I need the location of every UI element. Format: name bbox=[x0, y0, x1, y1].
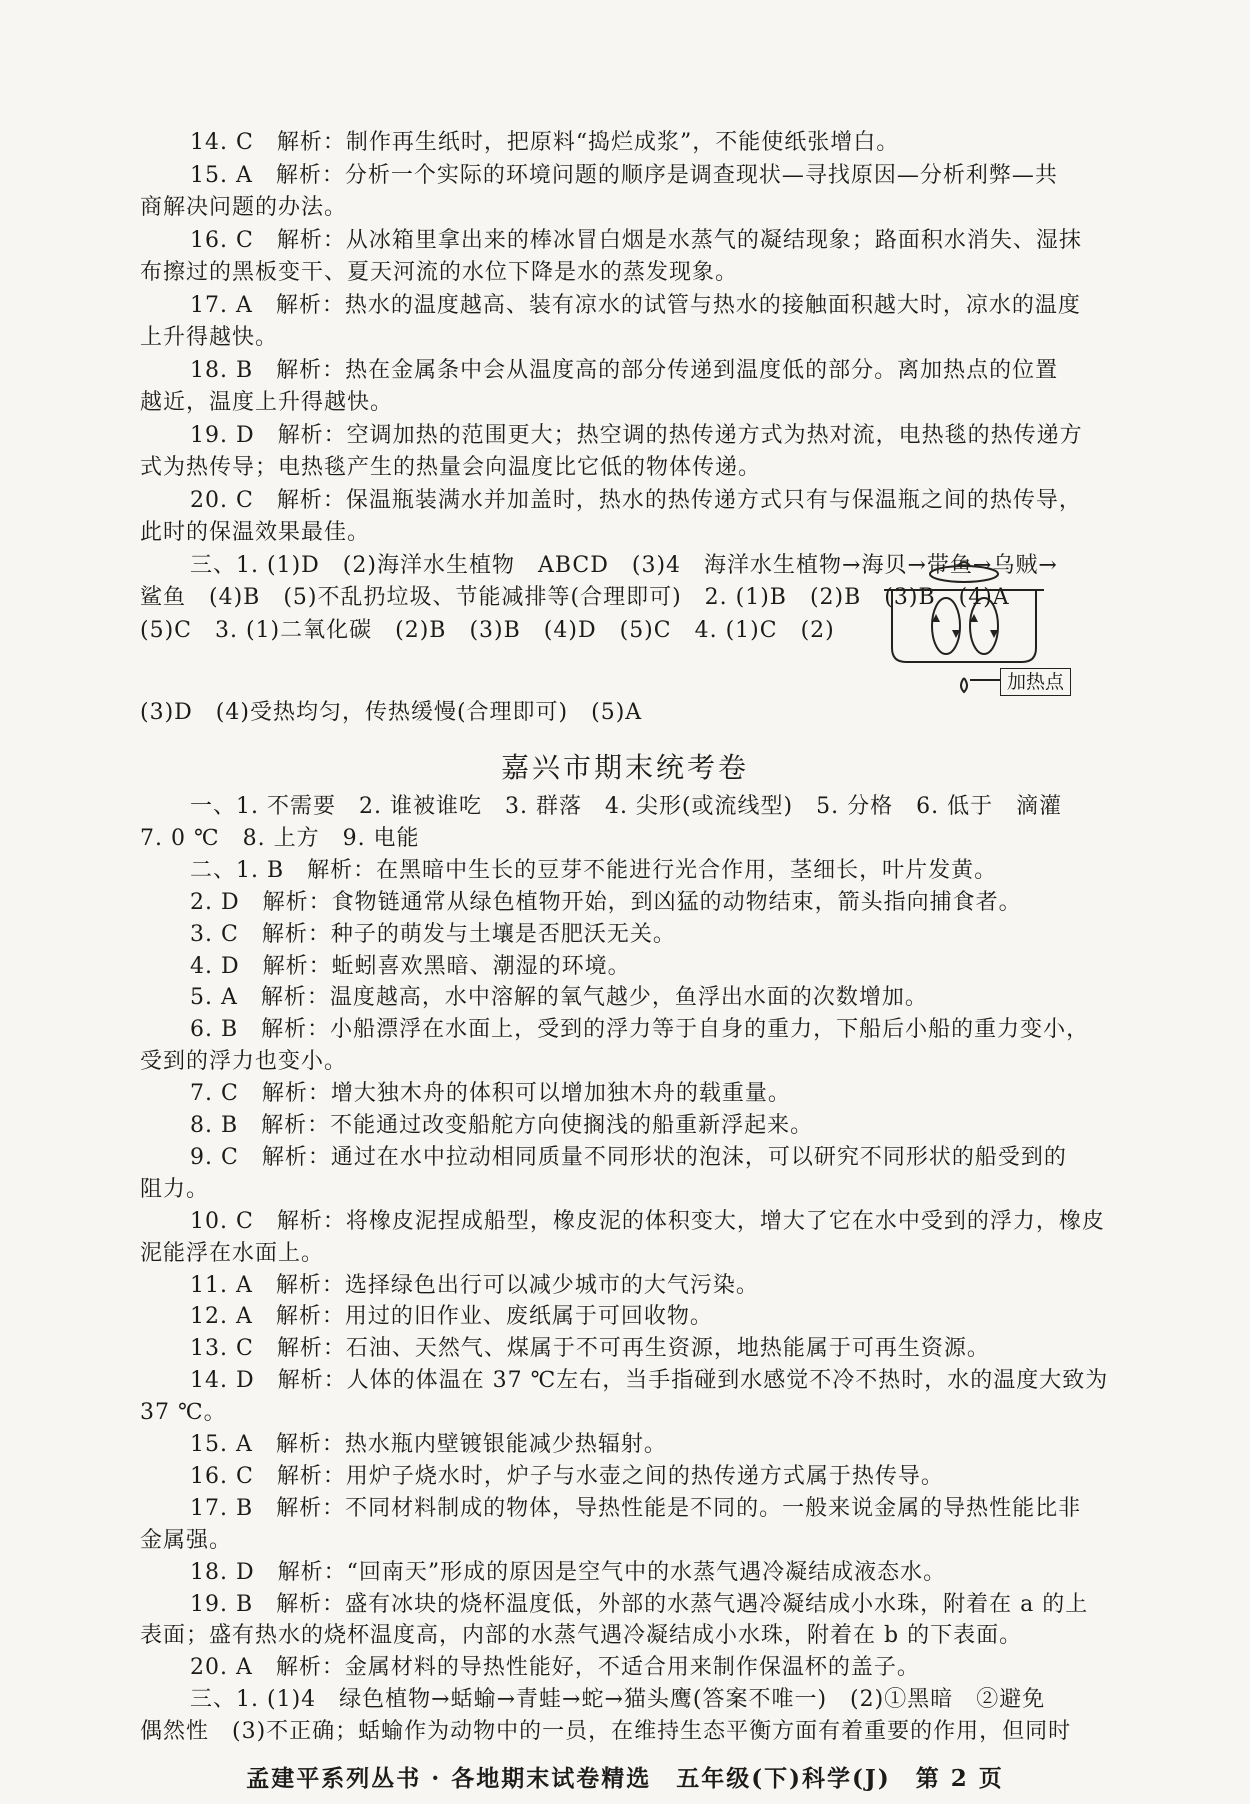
answer-line: 18. D 解析：“回南天”形成的原因是空气中的水蒸气遇冷凝结成液态水。 bbox=[190, 1559, 947, 1585]
answer-line: 19. D 解析：空调加热的范围更大；热空调的热传递方式为热对流，电热毯的热传递方 bbox=[190, 422, 1083, 448]
answer-line: 9. C 解析：通过在水中拉动相同质量不同形状的泡沫，可以研究不同形状的船受到的 bbox=[190, 1144, 1067, 1170]
answer-line: 泥能浮在水面上。 bbox=[140, 1240, 325, 1266]
answer-line-mid: (5)C 3. (1)二氧化碳 (2)B (3)B (4)D (5)C 4. (1)C (2) bbox=[140, 618, 835, 643]
answer-line: 20. A 解析：金属材料的导热性能好，不适合用来制作保温杯的盖子。 bbox=[190, 1655, 920, 1681]
answer-line: 金属强。 bbox=[140, 1527, 233, 1553]
answer-line: 14. D 解析：人体的体温在 37 ℃左右，当手指碰到水感觉不冷不热时，水的温度大致为 bbox=[190, 1368, 1109, 1394]
answer-line: 受到的浮力也变小。 bbox=[140, 1049, 348, 1075]
answer-line: 布擦过的黑板变干、夏天河流的水位下降是水的蒸发现象。 bbox=[140, 260, 739, 285]
answer-line: 商解决问题的办法。 bbox=[140, 195, 348, 220]
answer-line: 上升得越快。 bbox=[140, 325, 279, 350]
answer-line: 此时的保温效果最佳。 bbox=[140, 520, 371, 545]
answer-line: 17. A 解析：热水的温度越高、装有凉水的试管与热水的接触面积越大时，凉水的温度 bbox=[190, 292, 1081, 318]
heating-point-label: 加热点 bbox=[1000, 668, 1071, 696]
pot-lid bbox=[930, 566, 998, 582]
answer-line: 19. B 解析：盛有冰块的烧杯温度低，外部的水蒸气遇冷凝结成小水珠，附着在 a 的上 bbox=[190, 1591, 1089, 1617]
answer-line: 式为热传导；电热毯产生的热量会向温度比它低的物体传递。 bbox=[140, 455, 762, 480]
answer-line: 7. 0 ℃ 8. 上方 9. 电能 bbox=[140, 825, 420, 851]
answer-line: 12. A 解析：用过的旧作业、废纸属于可回收物。 bbox=[190, 1304, 713, 1330]
answer-line: 7. C 解析：增大独木舟的体积可以增加独木舟的载重量。 bbox=[190, 1081, 791, 1107]
answer-line: 5. A 解析：温度越高，水中溶解的氧气越少，鱼浮出水面的次数增加。 bbox=[190, 985, 928, 1011]
answer-line: 4. D 解析：蚯蚓喜欢黑暗、潮湿的环境。 bbox=[190, 953, 631, 979]
answer-line: 15. A 解析：分析一个实际的环境问题的顺序是调查现状—寻找原因—分析利弊—共 bbox=[190, 162, 1058, 188]
section-title: 嘉兴市期末统考卷 bbox=[500, 751, 749, 784]
answer-line: 三、1. (1)4 绿色植物→蛞蝓→青蛙→蛇→猫头鹰(答案不唯一) (2)①黑暗 ②避免 bbox=[190, 1687, 1046, 1713]
answer-line: 11. A 解析：选择绿色出行可以减少城市的大气污染。 bbox=[190, 1272, 759, 1298]
answer-line: 一、1. 不需要 2. 谁被谁吃 3. 群落 4. 尖形(或流线型) 5. 分格 6. 低于 滴灌 bbox=[190, 794, 1063, 819]
answer-line: 阻力。 bbox=[140, 1176, 210, 1202]
convection-loop-left bbox=[932, 598, 960, 654]
answer-line: 表面；盛有热水的烧杯温度高，内部的水蒸气遇冷凝结成小水珠，附着在 b 的下表面。 bbox=[140, 1623, 1023, 1649]
answer-line: 6. B 解析：小船漂浮在水面上，受到的浮力等于自身的重力，下船后小船的重力变小， bbox=[190, 1017, 1090, 1043]
answer-line: 15. A 解析：热水瓶内壁镀银能减少热辐射。 bbox=[190, 1432, 667, 1457]
answer-line: 37 ℃。 bbox=[140, 1400, 227, 1426]
answer-line: 三、1. (1)D (2)海洋水生植物 ABCD (3)4 海洋水生植物→海贝→带鱼→乌贼→ bbox=[190, 552, 1058, 578]
answer-line: 13. C 解析：石油、天然气、煤属于不可再生资源，地热能属于可再生资源。 bbox=[190, 1336, 990, 1362]
answer-line-after-diagram: (3)D (4)受热均匀，传热缓慢(合理即可) (5)A bbox=[140, 700, 643, 725]
convection-loop-right bbox=[970, 598, 998, 654]
answer-line: 17. B 解析：不同材料制成的物体，导热性能是不同的。一般来说金属的导热性能比非 bbox=[190, 1495, 1082, 1521]
answer-line: 10. C 解析：将橡皮泥捏成船型，橡皮泥的体积变大，增大了它在水中受到的浮力，橡皮 bbox=[190, 1208, 1105, 1234]
answer-line: 3. C 解析：种子的萌发与土壤是否肥沃无关。 bbox=[190, 921, 676, 947]
answer-line: 16. C 解析：用炉子烧水时，炉子与水壶之间的热传递方式属于热传导。 bbox=[190, 1463, 944, 1489]
flame-icon bbox=[961, 678, 967, 692]
answer-line: 20. C 解析：保温瓶装满水并加盖时，热水的热传递方式只有与保温瓶之间的热传导， bbox=[190, 487, 1082, 513]
answer-line: 鲨鱼 (4)B (5)不乱扔垃圾、节能减排等(合理即可) 2. (1)B (2)B (3)B (4)A bbox=[140, 585, 1010, 610]
answer-line: 14. C 解析：制作再生纸时，把原料“捣烂成浆”，不能使纸张增白。 bbox=[190, 130, 900, 155]
page-footer: 孟建平系列丛书 · 各地期末试卷精选 五年级(下)科学(J) 第 2 页 bbox=[246, 1765, 1004, 1792]
answer-line: 16. C 解析：从冰箱里拿出来的棒冰冒白烟是水蒸气的凝结现象；路面积水消失、湿抹 bbox=[190, 227, 1082, 253]
answer-line: 2. D 解析：食物链通常从绿色植物开始，到凶猛的动物结束，箭头指向捕食者。 bbox=[190, 889, 1022, 915]
answer-line: 8. B 解析：不能通过改变船舵方向使搁浅的船重新浮起来。 bbox=[190, 1113, 814, 1138]
answer-line: 偶然性 (3)不正确；蛞蝓作为动物中的一员，在维持生态平衡方面有着重要的作用，但同时 bbox=[140, 1719, 1072, 1745]
pot-body bbox=[892, 590, 1036, 662]
answer-line: 越近，温度上升得越快。 bbox=[140, 390, 394, 415]
answer-line: 二、1. B 解析：在黑暗中生长的豆芽不能进行光合作用，茎细长，叶片发黄。 bbox=[190, 857, 998, 883]
answer-line: 18. B 解析：热在金属条中会从温度高的部分传递到温度低的部分。离加热点的位置 bbox=[190, 357, 1059, 383]
